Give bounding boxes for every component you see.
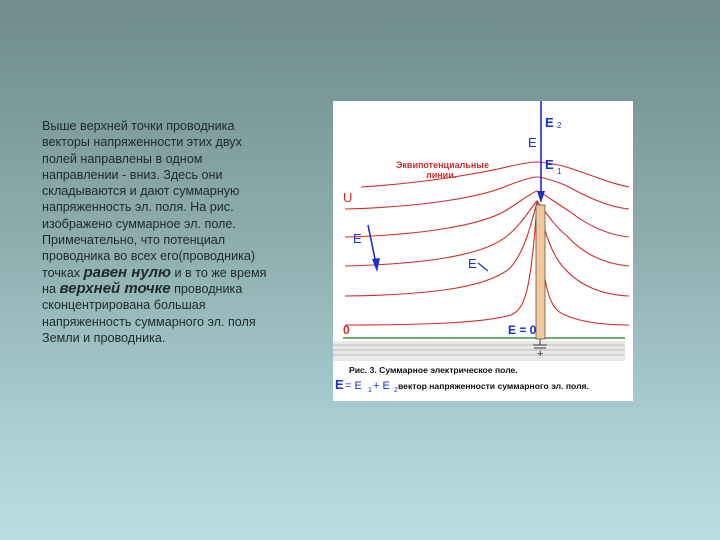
label-e2-sub: 2 [557, 121, 562, 130]
label-e1-sub: 1 [557, 167, 562, 176]
equipotential-line-2 [345, 202, 629, 296]
formula-desc: вектор напряженности суммарного эл. поля. [398, 381, 589, 391]
equipotential-line-4 [345, 191, 629, 237]
label-e2: E [545, 115, 554, 130]
description-part-3: проводника сконцентрирована большая напряженность суммарного эл. поля Земли и проводника. [42, 281, 256, 345]
equipotential-line-5 [345, 177, 629, 209]
label-zero: 0 [343, 323, 350, 337]
field-diagram-svg [333, 101, 633, 401]
label-equipotential-1: Эквипотенциальные [396, 160, 489, 170]
formula-plus: + E [373, 380, 390, 392]
earth-hatch [333, 341, 625, 361]
equipotential-line-3 [345, 201, 629, 266]
label-e-zero: E = 0 [508, 323, 537, 337]
label-equipotential-2: линии. [426, 170, 457, 180]
vector-e-left [368, 225, 376, 264]
label-e: E [528, 135, 537, 150]
formula-eq: = E [345, 380, 362, 392]
plus-sign: + [537, 348, 544, 360]
description-part-1: Выше верхней точки проводника векторы напряженности этих двух полей направлены в одном направлении - вниз. Здесь они складываются и дают суммарную напряженность эл. поля. На рис. изображено суммарное эл. поле. Примечательно, что потенциал проводника во всех его(проводника) точках [42, 119, 256, 280]
vector-e-arrowhead [537, 191, 545, 203]
label-e-right: E [468, 256, 477, 271]
field-diagram [333, 101, 633, 401]
emphasis-top-point: верхней точке [59, 279, 171, 297]
description-text [42, 118, 274, 346]
label-u: U [343, 190, 353, 205]
formula-e: E [335, 377, 344, 392]
label-e-left: E [353, 231, 362, 246]
formula-sub2: 2 [394, 387, 398, 394]
figure-caption: Рис. 3. Суммарное электрическое поле. [349, 365, 518, 375]
label-e1: E [545, 157, 554, 172]
formula-sub1: 1 [368, 387, 372, 394]
conductor-rod [536, 205, 545, 339]
emphasis-equal-zero: равен нулю [83, 263, 171, 281]
equipotential-lines [345, 162, 629, 325]
description-part-2: и в то же время на [42, 265, 267, 296]
vector-e-right [478, 263, 488, 271]
